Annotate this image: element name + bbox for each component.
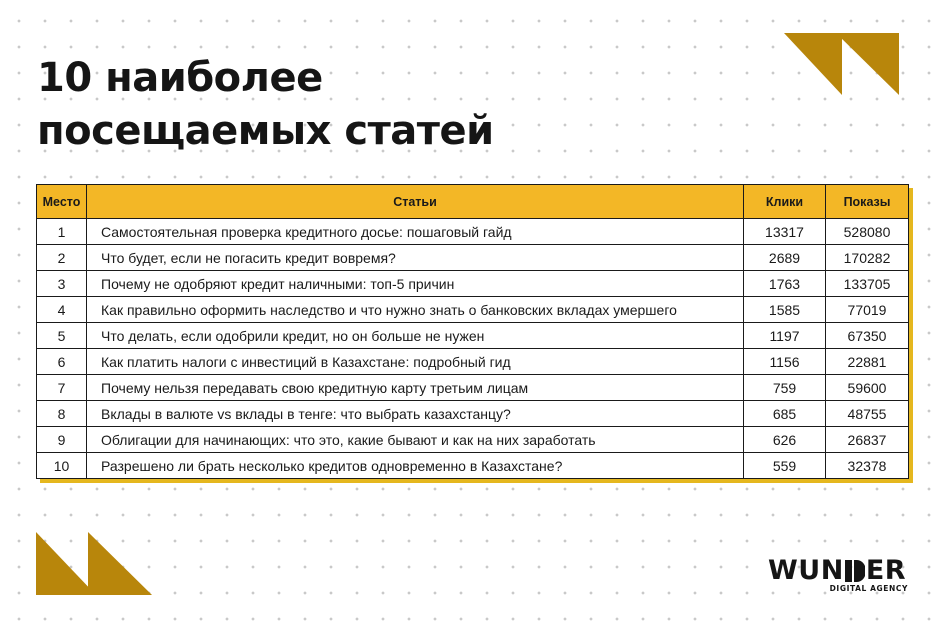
logo-wordmark	[768, 556, 908, 586]
cell-place: 9	[37, 427, 87, 453]
cell-place: 4	[37, 297, 87, 323]
cell-place: 10	[37, 453, 87, 479]
cell-place: 6	[37, 349, 87, 375]
cell-article: Облигации для начинающих: что это, какие бывают и как на них заработать	[87, 427, 744, 453]
cell-clicks: 626	[744, 427, 826, 453]
cell-views: 59600	[826, 375, 909, 401]
cell-article: Самостоятельная проверка кредитного досье: пошаговый гайд	[87, 219, 744, 245]
table-row	[37, 427, 909, 453]
cell-article: Что будет, если не погасить кредит вовремя?	[87, 245, 744, 271]
table-header-row	[37, 185, 909, 219]
cell-views: 170282	[826, 245, 909, 271]
cell-place: 2	[37, 245, 87, 271]
cell-place: 8	[37, 401, 87, 427]
cell-clicks: 2689	[744, 245, 826, 271]
table-row	[37, 297, 909, 323]
table-row	[37, 453, 909, 479]
cell-views: 67350	[826, 323, 909, 349]
page-title	[37, 52, 494, 158]
cell-article: Как правильно оформить наследство и что нужно знать о банковских вкладах умершего	[87, 297, 744, 323]
table-row	[37, 271, 909, 297]
cell-place: 3	[37, 271, 87, 297]
cell-article: Что делать, если одобрили кредит, но он больше не нужен	[87, 323, 744, 349]
cell-views: 32378	[826, 453, 909, 479]
cell-views: 22881	[826, 349, 909, 375]
header-views: Показы	[826, 185, 909, 219]
cell-clicks: 1763	[744, 271, 826, 297]
cell-clicks: 13317	[744, 219, 826, 245]
cell-clicks: 759	[744, 375, 826, 401]
cell-article: Почему не одобряют кредит наличными: топ-5 причин	[87, 271, 744, 297]
cell-place: 7	[37, 375, 87, 401]
cell-views: 77019	[826, 297, 909, 323]
cell-place: 1	[37, 219, 87, 245]
table-row	[37, 375, 909, 401]
decorative-triangles-bottom	[36, 532, 152, 595]
table-row	[37, 401, 909, 427]
cell-views: 528080	[826, 219, 909, 245]
cell-article: Разрешено ли брать несколько кредитов одновременно в Казахстане?	[87, 453, 744, 479]
title-line-1: 10 наиболее	[37, 55, 323, 101]
cell-article: Вклады в валюте vs вклады в тенге: что выбрать казахстанцу?	[87, 401, 744, 427]
decorative-triangles-top	[784, 33, 899, 95]
logo-subtitle: DIGITAL AGENCY	[829, 584, 908, 593]
cell-place: 5	[37, 323, 87, 349]
cell-clicks: 1585	[744, 297, 826, 323]
cell-clicks: 685	[744, 401, 826, 427]
title-line-2: посещаемых статей	[37, 108, 494, 154]
cell-clicks: 1156	[744, 349, 826, 375]
cell-clicks: 1197	[744, 323, 826, 349]
table-row	[37, 245, 909, 271]
header-place: Место	[37, 185, 87, 219]
cell-article: Как платить налоги с инвестиций в Казахстане: подробный гид	[87, 349, 744, 375]
articles-table-container	[36, 184, 908, 479]
table-row	[37, 323, 909, 349]
table-row	[37, 349, 909, 375]
cell-views: 133705	[826, 271, 909, 297]
header-article: Статьи	[87, 185, 744, 219]
logo-text-end: ER	[865, 555, 907, 586]
logo-d-mark-icon	[845, 560, 865, 582]
cell-views: 26837	[826, 427, 909, 453]
logo-text-start: WUN	[768, 555, 844, 586]
wunder-logo	[768, 556, 908, 598]
cell-views: 48755	[826, 401, 909, 427]
articles-table	[36, 184, 909, 479]
header-clicks: Клики	[744, 185, 826, 219]
cell-clicks: 559	[744, 453, 826, 479]
cell-article: Почему нельзя передавать свою кредитную карту третьим лицам	[87, 375, 744, 401]
table-row	[37, 219, 909, 245]
